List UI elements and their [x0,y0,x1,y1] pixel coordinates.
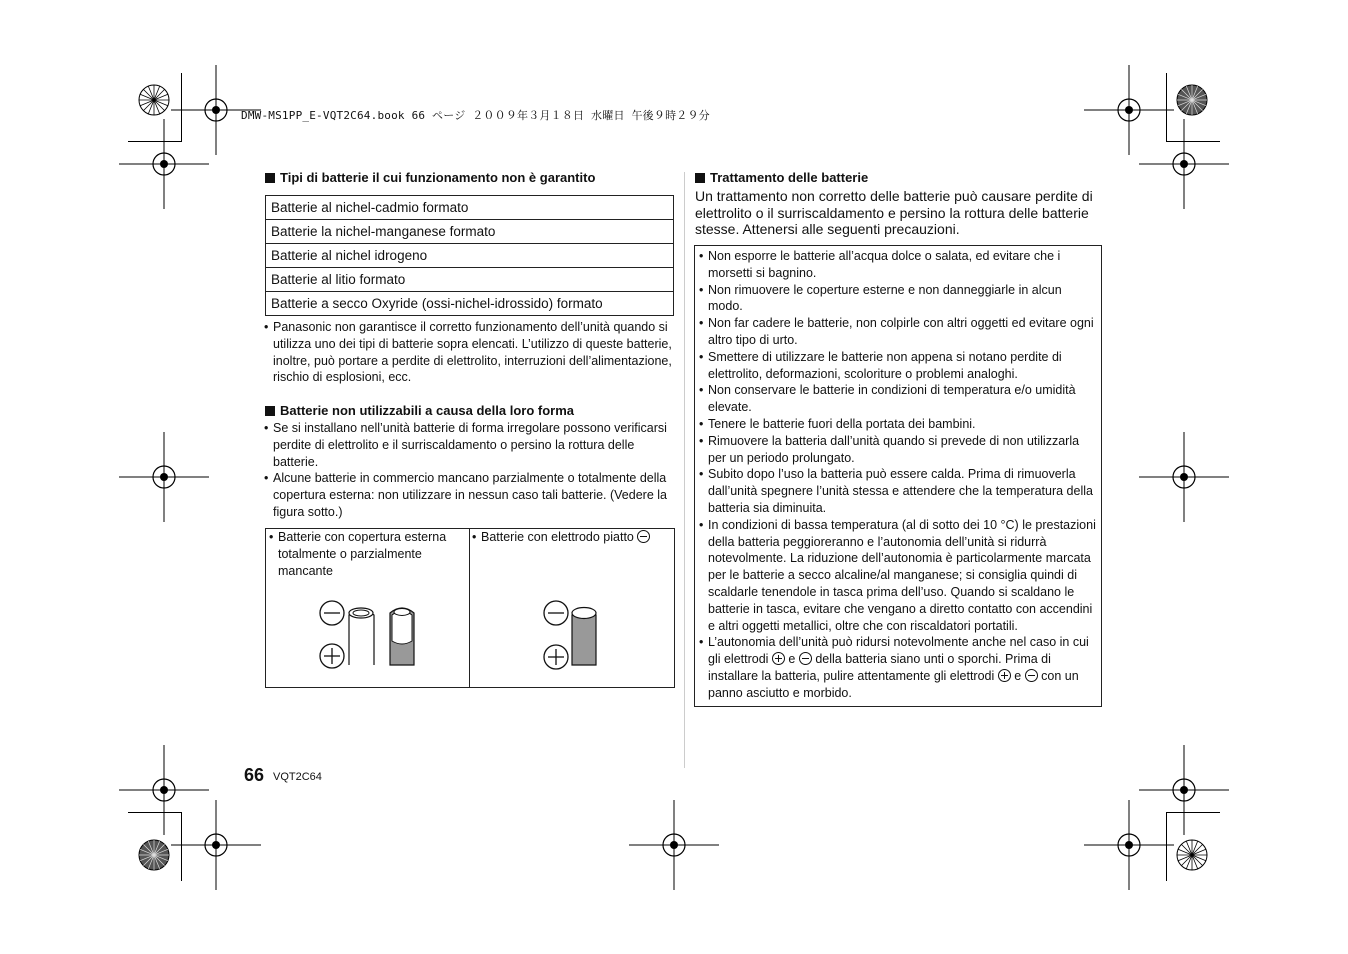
table-row [266,292,674,316]
table-row [266,268,674,292]
figure-caption-left: • Batterie con copertura esterna totalmente o parzialmente mancante [269,529,467,579]
list-item: • L’autonomia dell’unità può ridursi notevolmente anche nel caso in cui gli elettrodi e della batteria siano unti o sporchi. Prima di installare la batteria, pulire attentamente gli elettrodi e con un panno asciutto e morbido. [699,634,1096,701]
list-item: • Non esporre le batterie all’acqua dolce o salata, ed evitare che i morsetti si bagnino. [699,248,1096,282]
section-title-unsupported-batteries: Tipi di batterie il cui funzionamento non è garantito [265,170,595,185]
figure-caption-right: • Batterie con elettrodo piatto [472,529,670,546]
list-item: • Panasonic non garantisce il corretto funzionamento dell’unità quando si utilizza uno dei tipi di batterie sopra elencati. L’utilizzo di queste batterie, inoltre, può portare a perdite di elettrolito, interruzioni dell’alimentazione, rischio di esplosioni, ecc. [264,319,674,386]
minus-electrode-icon [637,530,650,543]
table-row [266,196,674,220]
minus-electrode-icon [799,652,812,665]
square-bullet-icon [265,173,275,183]
battery-figure [265,528,675,688]
table-cell: Batterie al litio formato [266,268,674,292]
table-cell: Batterie la nichel-manganese formato [266,220,674,244]
table-cell: Batterie al nichel idrogeno [266,244,674,268]
minus-electrode-icon [1025,669,1038,682]
damaged-battery-illustration [306,597,436,677]
doc-code: VQT2C64 [273,771,322,783]
list-item: • Non conservare le batterie in condizioni di temperatura e/o umidità elevate. [699,382,1096,416]
list-item: • Tenere le batterie fuori della portata dei bambini. [699,416,1096,433]
square-bullet-icon [265,406,275,416]
flat-electrode-battery-illustration [530,597,630,677]
book-header-line: DMW-MS1PP_E-VQT2C64.book 66 ページ ２００９年３月１８日 水曜日 午後９時２９分 [241,109,710,122]
table-row [266,220,674,244]
square-bullet-icon [695,173,705,183]
plus-electrode-icon [998,669,1011,682]
list-item: • Smettere di utilizzare le batterie non appena si notano perdite di elettrolito, deformazioni, scoloriture o problemi analoghi. [699,349,1096,383]
plus-electrode-icon [772,652,785,665]
unsupported-note [264,319,674,386]
table-cell: Batterie a secco Oxyride (ossi-nichel-idrossido) formato [266,292,674,316]
shape-bullets [264,420,674,521]
list-item: • Non rimuovere le coperture esterne e non danneggiarle in alcun modo. [699,282,1096,316]
battery-types-table [265,195,674,316]
list-item: • Se si installano nell’unità batterie di forma irregolare possono verificarsi perdite di elettrolito e il surriscaldamento o persino la rottura delle batterie. [264,420,674,470]
section-title-handling: Trattamento delle batterie [695,170,868,185]
precautions-box [694,245,1102,707]
figure-divider [469,529,470,687]
list-item: • Rimuovere la batteria dall’unità quando si prevede di non utilizzarla per un periodo prolungato. [699,433,1096,467]
section-title-shape-batteries: Batterie non utilizzabili a causa della loro forma [265,403,574,418]
table-row [266,244,674,268]
list-item: • Alcune batterie in commercio mancano parzialmente o totalmente della copertura esterna: non utilizzare in nessun caso tali batterie. (Vedere la figura sotto.) [264,470,674,520]
list-item: • Non far cadere le batterie, non colpirle con altri oggetti ed evitare ogni altro tipo di urto. [699,315,1096,349]
handling-intro: Un trattamento non corretto delle batterie può causare perdite di elettrolito o il surriscaldamento e persino la rottura delle batterie stesse. Attenersi alle seguenti precauzioni. [695,188,1093,237]
page-number: 66 [244,765,265,785]
list-item: • In condizioni di bassa temperatura (al di sotto dei 10 °C) le prestazioni della batteria peggioreranno e l’autonomia dell’unità si ridurrà notevolmente. La riduzione dell’autonomia è particolarmente marcata per le batterie a secco alcaline/al manganese; si consiglia quindi di scaldarle tenendole in tasca prima dell’uso. Quando si scaldano le batterie in tasca, evitare che vengano a diretto contatto con accendini e altri oggetti metallici, oltre che con riscaldatori portatili. [699,517,1096,635]
list-item: • Subito dopo l’uso la batteria può essere calda. Prima di rimuoverla dall’unità spegnere l’unità stessa e attendere che la temperatura della batteria sia diminuita. [699,466,1096,516]
table-cell: Batterie al nichel-cadmio formato [266,196,674,220]
